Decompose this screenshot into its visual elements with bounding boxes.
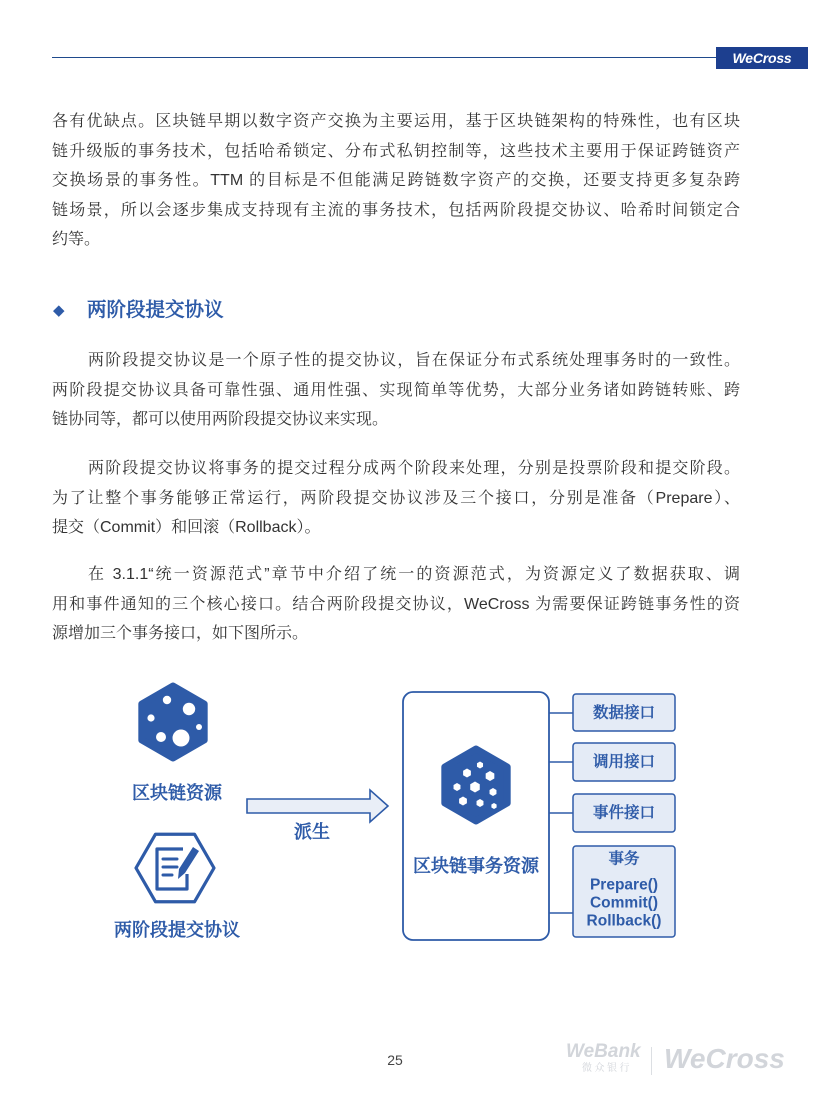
paragraph xyxy=(52,346,740,435)
paragraph-line: 两阶段提交协议具备可靠性强、通用性强、实现简单等优势，大部分业务诸如跨链转账、跨 xyxy=(52,381,740,399)
paragraph-line: 为了让整个事务能够正常运行，两阶段提交协议涉及三个接口，分别是准备（Prepare）、 xyxy=(52,489,740,507)
page-number: 25 xyxy=(387,1052,403,1068)
interface-label: 数据接口 xyxy=(592,704,656,722)
header-rule xyxy=(52,57,716,58)
bubble xyxy=(183,703,195,715)
transaction-resource xyxy=(403,692,549,940)
footer-divider xyxy=(651,1047,652,1075)
transaction-resource-label: 区块链事务资源 xyxy=(413,856,539,876)
webank-watermark-logo: WeBank xyxy=(566,1041,641,1062)
data-interface xyxy=(573,694,675,731)
paragraph-line: 两阶段提交协议将事务的提交过程分成两个阶段来处理，分别是投票阶段和提交阶段。 xyxy=(88,460,740,477)
two-phase-commit-label: 两阶段提交协议 xyxy=(114,920,240,940)
interface-connectors xyxy=(549,713,573,913)
paragraph-line: 链场景，所以会逐步集成支持现有主流的事务技术，包括两阶段提交协议、哈希时间锁定合 xyxy=(52,201,740,219)
method-label: Rollback() xyxy=(586,912,662,930)
document-edit-icon xyxy=(136,834,214,902)
paragraph-line: 源增加三个事务接口，如下图所示。 xyxy=(52,625,309,643)
paragraph xyxy=(52,560,740,649)
paragraph-line: 约等。 xyxy=(52,231,101,249)
intro-paragraph xyxy=(52,107,740,255)
paragraph-line: 两阶段提交协议是一个原子性的提交协议，旨在保证分布式系统处理事务时的一致性。 xyxy=(88,352,740,369)
blockchain-resource xyxy=(132,686,223,803)
honeycomb-hexagon-icon xyxy=(445,749,507,821)
paragraph-line: 各有优缺点。区块链早期以数字资产交换为主要运用，基于区块链架构的特殊性，也有区块 xyxy=(52,113,740,130)
wecross-watermark-logo: WeCross xyxy=(664,1043,785,1074)
method-label: Commit() xyxy=(589,894,659,912)
transaction-interface-title: 事务 xyxy=(608,850,640,868)
bubble xyxy=(163,696,171,704)
paragraph xyxy=(52,454,740,543)
transaction-resource-diagram xyxy=(0,670,814,960)
method-label: Prepare() xyxy=(589,876,659,894)
event-interface xyxy=(573,794,675,832)
diamond-bullet-icon: ◆ xyxy=(53,301,65,319)
paragraph-line: 链协同等，都可以使用两阶段提交协议来实现。 xyxy=(52,411,389,429)
bubble xyxy=(173,730,190,747)
paragraph-line: 用和事件通知的三个核心接口。结合两阶段提交协议，WeCross 为需要保证跨链事务性的资 xyxy=(52,595,740,613)
hexagon-bubbles-icon xyxy=(142,686,204,758)
section-heading xyxy=(52,295,740,325)
call-interface xyxy=(573,743,675,781)
paragraph-line: 提交（Commit）和回滚（Rollback）。 xyxy=(52,519,321,537)
blockchain-resource-label: 区块链资源 xyxy=(132,783,222,803)
two-phase-commit xyxy=(114,834,240,940)
transaction-interface xyxy=(573,846,675,937)
paragraph-line: 交换场景的事务性。TTM 的目标是不但能满足跨链数字资产的交换，还要支持更多复杂跨 xyxy=(52,172,740,190)
hexagon-shape xyxy=(142,686,204,758)
interface-label: 事件接口 xyxy=(592,804,656,822)
webank-watermark-name: 微众银行 xyxy=(582,1063,632,1074)
interface-boxes xyxy=(573,694,675,937)
wecross-header-logo: WeCross xyxy=(716,47,808,69)
bubble xyxy=(147,714,154,721)
bubble xyxy=(156,732,166,742)
derive-arrow-group xyxy=(247,790,388,842)
derive-label: 派生 xyxy=(294,822,330,842)
section-title: 两阶段提交协议 xyxy=(87,299,224,321)
paragraph-line: 链升级版的事务技术，包括哈希锁定、分布式私钥控制等，这些技术主要用于保证跨链资产 xyxy=(52,142,740,160)
derive-arrow xyxy=(247,790,388,822)
paragraph-line: 在 3.1.1“统一资源范式”章节中介绍了统一的资源范式，为资源定义了数据获取、调 xyxy=(88,566,740,583)
bubble xyxy=(196,724,202,730)
interface-label: 调用接口 xyxy=(592,753,656,771)
